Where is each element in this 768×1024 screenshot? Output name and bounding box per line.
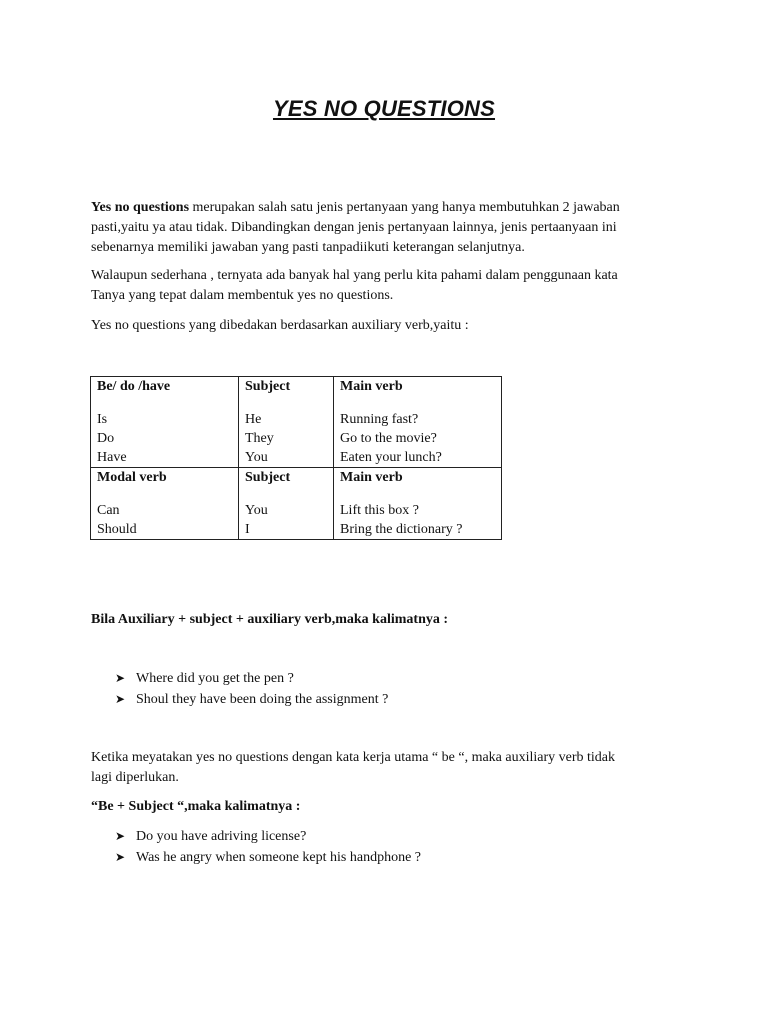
intro-line-3: sebenarnya memiliki jawaban yang pasti tanpadiikuti keterangan selanjutnya. bbox=[91, 240, 525, 255]
fourth-paragraph-line-2: lagi diperlukan. bbox=[91, 770, 179, 785]
table-cell bbox=[334, 377, 502, 468]
example-list-auxiliary bbox=[115, 668, 388, 710]
auxiliary-verb-table bbox=[90, 376, 502, 540]
arrow-bullet-icon: ➤ bbox=[115, 850, 126, 864]
main-verb-phrase: Bring the dictionary ? bbox=[340, 522, 463, 537]
arrow-bullet-icon: ➤ bbox=[115, 829, 126, 843]
column-header-be-do-have: Be/ do /have bbox=[97, 379, 171, 394]
main-verb-phrase: Eaten your lunch? bbox=[340, 450, 442, 465]
intro-bold-term: Yes no questions bbox=[91, 200, 190, 215]
column-header-main-verb: Main verb bbox=[340, 379, 403, 394]
rule-heading-be-subject: “Be + Subject “,maka kalimatnya : bbox=[91, 799, 301, 814]
subject-word: They bbox=[245, 431, 274, 446]
fourth-paragraph bbox=[91, 748, 677, 788]
modal-word: Can bbox=[97, 503, 120, 518]
intro-line-2: pasti,yaitu ya atau tidak. Dibandingkan dengan jenis pertanyaan lainnya, jenis pertaanyaan ini bbox=[91, 220, 617, 235]
subject-word: You bbox=[245, 450, 268, 465]
main-verb-phrase: Lift this box ? bbox=[340, 503, 419, 518]
subject-word: He bbox=[245, 412, 262, 427]
second-paragraph-line-1: Walaupun sederhana , ternyata ada banyak hal yang perlu kita pahami dalam penggunaan kata bbox=[91, 268, 618, 283]
modal-word: Should bbox=[97, 522, 137, 537]
list-item bbox=[115, 668, 388, 689]
list-item bbox=[115, 826, 421, 847]
column-header-modal-verb: Modal verb bbox=[97, 470, 167, 485]
example-sentence: Where did you get the pen ? bbox=[136, 671, 294, 686]
second-paragraph bbox=[91, 266, 677, 306]
column-header-subject: Subject bbox=[245, 379, 291, 394]
table-cell bbox=[334, 468, 502, 540]
subject-word: You bbox=[245, 503, 268, 518]
column-header-main-verb: Main verb bbox=[340, 470, 403, 485]
table-cell bbox=[239, 377, 334, 468]
list-item bbox=[115, 847, 421, 868]
table-cell bbox=[91, 468, 239, 540]
auxiliary-word: Do bbox=[97, 431, 115, 446]
rule-heading-auxiliary: Bila Auxiliary + subject + auxiliary verb,maka kalimatnya : bbox=[91, 612, 449, 627]
table-cell bbox=[239, 468, 334, 540]
main-verb-phrase: Go to the movie? bbox=[340, 431, 437, 446]
example-list-be-subject bbox=[115, 826, 421, 868]
intro-line-1: merupakan salah satu jenis pertanyaan yang hanya membutuhkan 2 jawaban bbox=[189, 200, 620, 215]
arrow-bullet-icon: ➤ bbox=[115, 671, 126, 685]
table-row bbox=[91, 468, 502, 540]
page-title: YES NO QUESTIONS bbox=[272, 96, 496, 121]
auxiliary-word: Have bbox=[97, 450, 127, 465]
arrow-bullet-icon: ➤ bbox=[115, 692, 126, 706]
fourth-paragraph-line-1: Ketika meyatakan yes no questions dengan kata kerja utama “ be “, maka auxiliary verb tidak bbox=[91, 750, 616, 765]
third-paragraph: Yes no questions yang dibedakan berdasarkan auxiliary verb,yaitu : bbox=[91, 318, 469, 333]
main-verb-phrase: Running fast? bbox=[340, 412, 419, 427]
column-header-subject: Subject bbox=[245, 470, 291, 485]
list-item bbox=[115, 689, 388, 710]
example-sentence: Shoul they have been doing the assignment ? bbox=[136, 692, 389, 707]
subject-word: I bbox=[245, 522, 250, 537]
auxiliary-word: Is bbox=[97, 412, 108, 427]
intro-paragraph bbox=[91, 198, 677, 258]
example-sentence: Was he angry when someone kept his handphone ? bbox=[136, 850, 422, 865]
example-sentence: Do you have adriving license? bbox=[136, 829, 307, 844]
second-paragraph-line-2: Tanya yang tepat dalam membentuk yes no questions. bbox=[91, 288, 394, 303]
table-cell bbox=[91, 377, 239, 468]
table-row bbox=[91, 377, 502, 468]
